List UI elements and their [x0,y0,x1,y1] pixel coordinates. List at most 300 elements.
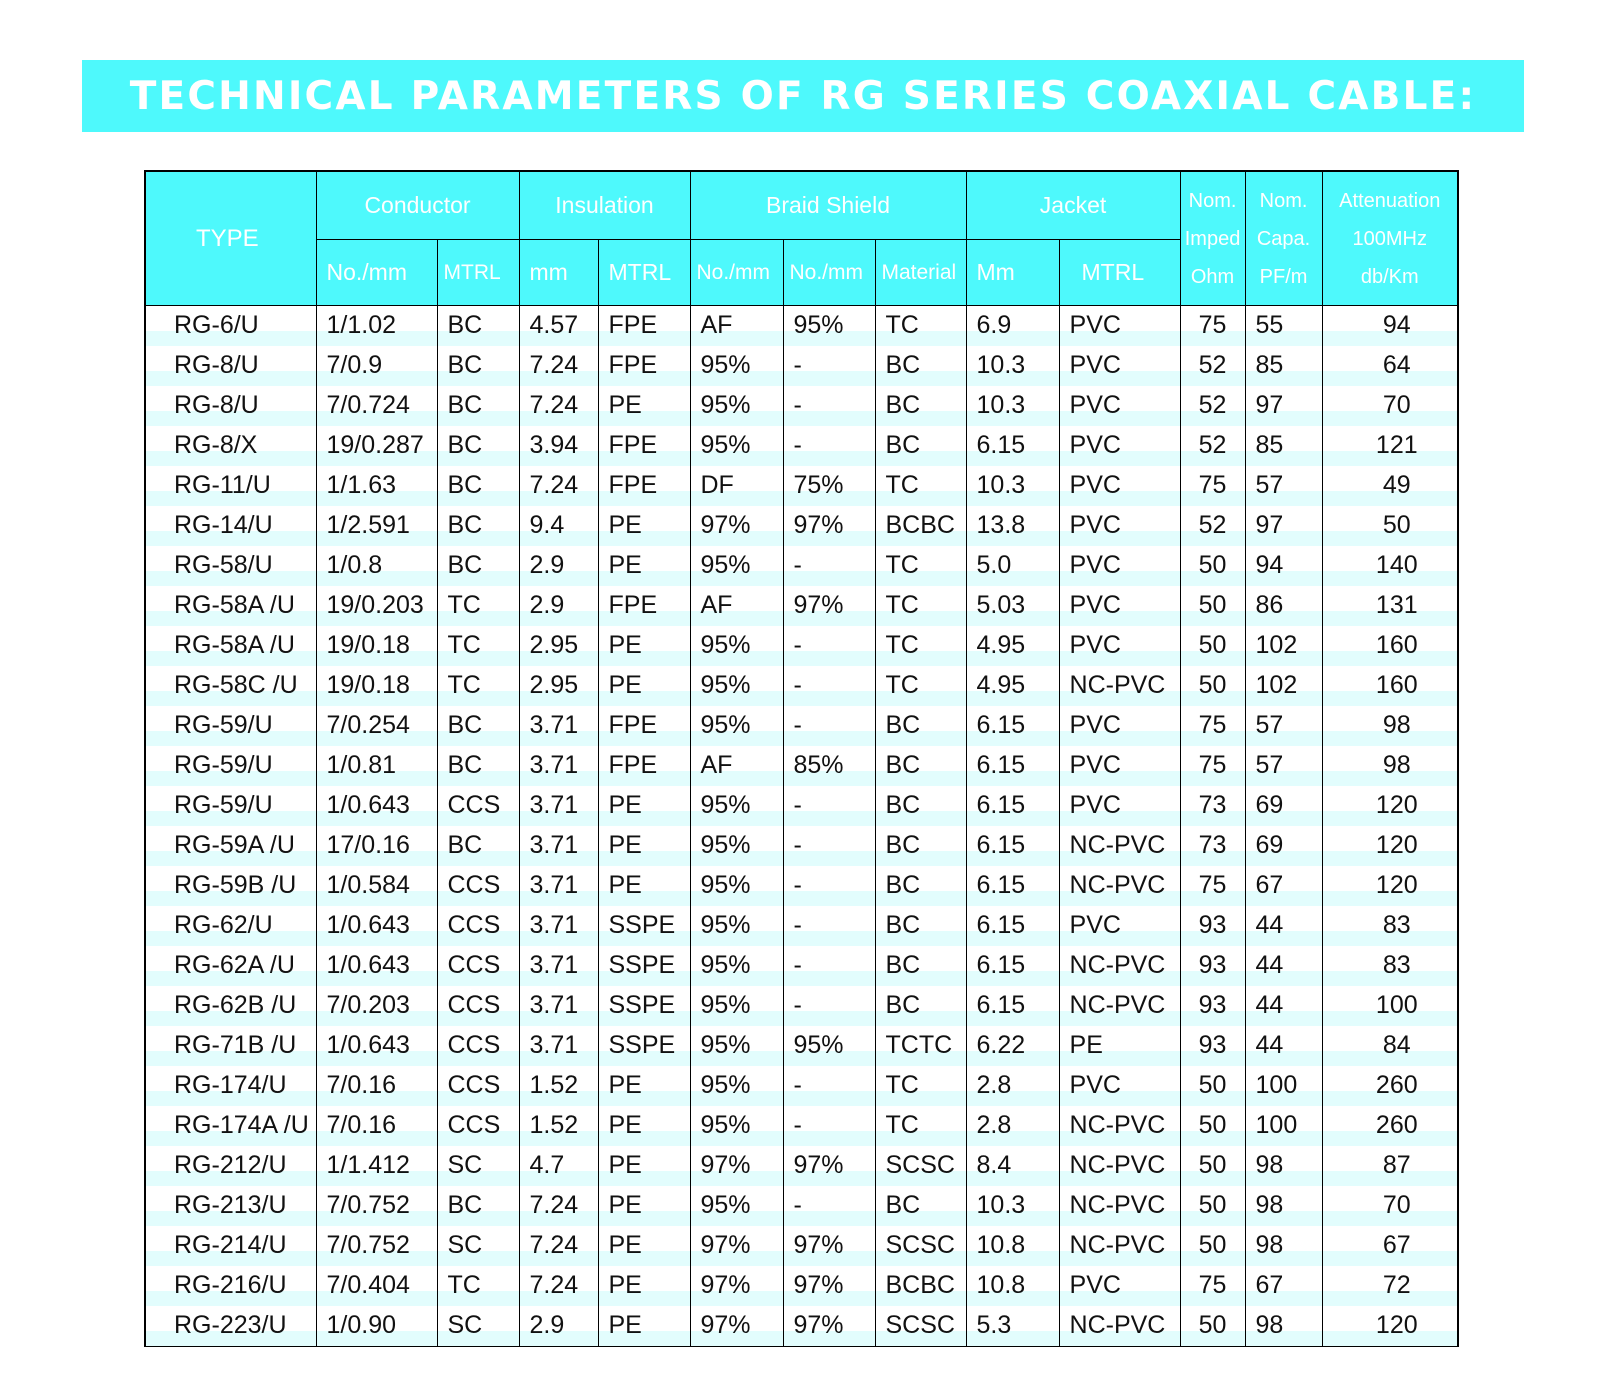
cell-type: RG-174A /U [146,1106,316,1146]
cell-conductor-mtrl: BC [437,826,519,866]
cell-nom-imped: 93 [1180,946,1245,986]
table-row [146,866,1457,906]
header-jacket: Jacket [966,172,1180,240]
cell-conductor-mtrl: TC [437,666,519,706]
cell-nom-capa: 57 [1245,746,1322,786]
cell-insulation-mm: 9.4 [519,506,598,546]
cell-conductor-mtrl: SC [437,1226,519,1266]
table-row [146,1306,1457,1346]
cell-conductor-mtrl: CCS [437,906,519,946]
cell-jacket-mtrl: PVC [1059,306,1180,346]
cell-insulation-mtrl: PE [598,546,690,586]
cell-braid-no-mm-2: 97% [783,506,875,546]
cell-braid-no-mm-2: 97% [783,1146,875,1186]
cell-braid-no-mm-1: 97% [690,1146,783,1186]
cell-braid-no-mm-2: - [783,1186,875,1226]
cell-type: RG-62B /U [146,986,316,1026]
parameters-table [146,172,1457,1346]
header-type: TYPE [146,172,316,306]
cell-braid-material: BC [875,1186,966,1226]
cell-braid-no-mm-2: - [783,346,875,386]
cell-conductor-mtrl: TC [437,586,519,626]
cell-insulation-mm: 2.9 [519,546,598,586]
cell-insulation-mm: 7.24 [519,466,598,506]
header-braid-material: Material [875,240,966,306]
cell-braid-no-mm-2: 97% [783,586,875,626]
table-row [146,906,1457,946]
cell-conductor-mtrl: CCS [437,786,519,826]
cell-nom-imped: 52 [1180,506,1245,546]
table-row [146,1066,1457,1106]
header-nom-capa-line1: Nom. [1259,189,1308,212]
cell-attenuation: 94 [1382,311,1411,340]
cell-conductor-no-mm: 1/0.584 [316,866,437,906]
cell-nom-capa: 100 [1245,1066,1322,1106]
cell-braid-no-mm-2: 97% [783,1266,875,1306]
cell-conductor-no-mm: 1/0.81 [316,746,437,786]
cell-nom-capa: 102 [1245,666,1322,706]
cell-type: RG-14/U [146,506,316,546]
cell-insulation-mtrl: PE [598,1186,690,1226]
header-conductor: Conductor [316,172,519,240]
cell-conductor-no-mm: 1/1.02 [316,306,437,346]
cell-jacket-mtrl: NC-PVC [1059,946,1180,986]
cell-braid-material: TC [875,1106,966,1146]
header-nom-imped [1180,172,1245,306]
cell-attenuation: 84 [1382,1031,1411,1059]
cell-nom-imped: 75 [1180,1266,1245,1306]
cell-braid-no-mm-2: - [783,826,875,866]
cell-braid-no-mm-2: 97% [783,1226,875,1266]
cell-insulation-mtrl: FPE [598,306,690,346]
cell-conductor-no-mm: 1/0.643 [316,906,437,946]
cell-conductor-no-mm: 1/0.643 [316,946,437,986]
cell-jacket-mm: 4.95 [966,626,1059,666]
cell-insulation-mm: 2.9 [519,1306,598,1346]
cell-attenuation: 83 [1382,911,1411,939]
header-nom-imped-line3: Ohm [1190,265,1235,288]
cell-insulation-mm: 3.71 [519,826,598,866]
cell-braid-no-mm-1: DF [690,466,783,506]
cell-nom-imped: 50 [1180,626,1245,666]
cell-conductor-mtrl: CCS [437,1106,519,1146]
cell-braid-material: BCBC [875,1266,966,1306]
cell-nom-capa: 85 [1245,346,1322,386]
header-insulation: Insulation [519,172,690,240]
cell-nom-capa: 94 [1245,546,1322,586]
parameters-table-frame [144,170,1459,1347]
cell-jacket-mm: 10.3 [966,466,1059,506]
cell-conductor-mtrl: BC [437,746,519,786]
cell-jacket-mtrl: NC-PVC [1059,1226,1180,1266]
cell-braid-no-mm-1: 95% [690,986,783,1026]
cell-insulation-mm: 7.24 [519,1186,598,1226]
cell-braid-material: TC [875,546,966,586]
cell-conductor-no-mm: 1/1.412 [316,1146,437,1186]
table-row [146,1106,1457,1146]
cell-braid-material: BC [875,906,966,946]
cell-jacket-mtrl: PVC [1059,506,1180,546]
cell-braid-no-mm-2: - [783,906,875,946]
cell-insulation-mtrl: PE [598,1226,690,1266]
cell-conductor-no-mm: 1/0.643 [316,786,437,826]
cell-insulation-mtrl: FPE [598,746,690,786]
cell-braid-material: BC [875,866,966,906]
cell-jacket-mtrl: PVC [1059,466,1180,506]
cell-braid-material: SCSC [875,1146,966,1186]
header-braid-no-mm-2: No./mm [783,240,875,306]
table-row [146,1186,1457,1226]
cell-type: RG-174/U [146,1066,316,1106]
cell-nom-capa: 69 [1245,826,1322,866]
cell-conductor-mtrl: TC [437,1266,519,1306]
cell-attenuation: 70 [1382,391,1411,419]
cell-insulation-mm: 3.71 [519,866,598,906]
cell-insulation-mm: 3.71 [519,706,598,746]
cell-attenuation: 140 [1375,551,1418,579]
cell-jacket-mtrl: PVC [1059,746,1180,786]
cell-insulation-mm: 3.71 [519,746,598,786]
cell-insulation-mtrl: PE [598,1266,690,1306]
cell-nom-imped: 52 [1180,426,1245,466]
header-nom-capa-line2: Capa. [1256,227,1311,250]
cell-attenuation: 50 [1382,511,1411,539]
cell-conductor-mtrl: BC [437,426,519,466]
cell-braid-no-mm-2: - [783,426,875,466]
cell-braid-no-mm-1: 95% [690,826,783,866]
cell-nom-imped: 93 [1180,986,1245,1026]
table-row [146,746,1457,786]
header-attenuation-line1: Attenuation [1339,189,1441,212]
cell-insulation-mtrl: PE [598,666,690,706]
cell-nom-imped: 75 [1180,466,1245,506]
cell-attenuation: 260 [1375,1071,1418,1099]
cell-braid-material: SCSC [875,1226,966,1266]
cell-insulation-mtrl: FPE [598,706,690,746]
cell-nom-capa: 44 [1245,1026,1322,1066]
cell-type: RG-71B /U [146,1026,316,1066]
cell-braid-no-mm-1: 95% [690,346,783,386]
cell-braid-no-mm-1: 95% [690,666,783,706]
cell-insulation-mm: 7.24 [519,1266,598,1306]
cell-nom-imped: 52 [1180,386,1245,426]
cell-braid-no-mm-2: 97% [783,1306,875,1346]
cell-insulation-mm: 7.24 [519,1226,598,1266]
cell-nom-capa: 44 [1245,986,1322,1026]
cell-type: RG-8/U [146,386,316,426]
cell-insulation-mm: 3.71 [519,1026,598,1066]
cell-braid-no-mm-1: 95% [690,906,783,946]
cell-insulation-mm: 7.24 [519,386,598,426]
cell-attenuation: 120 [1375,871,1418,899]
cell-braid-no-mm-1: 95% [690,946,783,986]
cell-jacket-mm: 6.22 [966,1026,1059,1066]
cell-braid-material: TC [875,626,966,666]
cell-insulation-mtrl: PE [598,1146,690,1186]
cell-conductor-no-mm: 1/2.591 [316,506,437,546]
cell-braid-material: BC [875,386,966,426]
cell-jacket-mm: 6.15 [966,786,1059,826]
cell-nom-imped: 50 [1180,1146,1245,1186]
cell-jacket-mtrl: PVC [1059,706,1180,746]
cell-insulation-mm: 2.95 [519,626,598,666]
cell-conductor-no-mm: 7/0.752 [316,1226,437,1266]
cell-braid-no-mm-2: - [783,786,875,826]
cell-type: RG-11/U [146,466,316,506]
cell-conductor-mtrl: CCS [437,866,519,906]
cell-insulation-mm: 7.24 [519,346,598,386]
cell-type: RG-6/U [146,306,316,346]
table-row [146,426,1457,466]
cell-conductor-no-mm: 7/0.254 [316,706,437,746]
cell-insulation-mtrl: SSPE [598,1026,690,1066]
cell-braid-no-mm-2: 75% [783,466,875,506]
cell-insulation-mtrl: PE [598,626,690,666]
cell-braid-material: BC [875,706,966,746]
cell-attenuation: 70 [1382,1191,1411,1219]
cell-insulation-mtrl: PE [598,1106,690,1146]
cell-nom-imped: 50 [1180,1226,1245,1266]
cell-braid-material: TC [875,1066,966,1106]
cell-insulation-mtrl: PE [598,1306,690,1346]
title-banner [82,60,1524,132]
cell-braid-no-mm-1: 95% [690,786,783,826]
cell-attenuation: 67 [1382,1231,1411,1259]
cell-braid-no-mm-2: - [783,666,875,706]
cell-braid-no-mm-2: 95% [783,306,875,346]
cell-nom-capa: 97 [1245,506,1322,546]
cell-attenuation: 131 [1375,591,1418,619]
cell-conductor-mtrl: BC [437,706,519,746]
cell-jacket-mtrl: NC-PVC [1059,666,1180,706]
header-nom-capa-line3: PF/m [1259,265,1308,288]
table-row [146,1026,1457,1066]
cell-jacket-mm: 5.3 [966,1306,1059,1346]
cell-jacket-mm: 6.15 [966,826,1059,866]
cell-braid-material: BCBC [875,506,966,546]
header-attenuation-line2: 100MHz [1352,227,1428,250]
cell-jacket-mm: 5.03 [966,586,1059,626]
cell-braid-material: TC [875,306,966,346]
cell-nom-capa: 67 [1245,1266,1322,1306]
cell-jacket-mm: 2.8 [966,1066,1059,1106]
cell-braid-no-mm-1: 97% [690,1266,783,1306]
cell-jacket-mtrl: PE [1059,1026,1180,1066]
cell-braid-no-mm-2: 85% [783,746,875,786]
cell-braid-no-mm-1: 97% [690,1226,783,1266]
cell-jacket-mm: 10.3 [966,346,1059,386]
cell-type: RG-58/U [146,546,316,586]
cell-conductor-no-mm: 7/0.9 [316,346,437,386]
cell-braid-no-mm-1: 97% [690,1306,783,1346]
cell-braid-no-mm-1: 95% [690,866,783,906]
cell-braid-no-mm-1: AF [690,746,783,786]
table-row [146,546,1457,586]
cell-insulation-mtrl: FPE [598,346,690,386]
cell-braid-no-mm-2: - [783,1066,875,1106]
cell-insulation-mtrl: PE [598,866,690,906]
cell-insulation-mtrl: FPE [598,426,690,466]
cell-braid-no-mm-2: - [783,546,875,586]
cell-conductor-mtrl: BC [437,386,519,426]
cell-type: RG-59/U [146,746,316,786]
cell-nom-capa: 69 [1245,786,1322,826]
cell-insulation-mm: 1.52 [519,1066,598,1106]
cell-jacket-mtrl: NC-PVC [1059,1186,1180,1226]
cell-jacket-mm: 6.15 [966,706,1059,746]
cell-braid-material: BC [875,346,966,386]
cell-nom-imped: 50 [1180,546,1245,586]
cell-insulation-mtrl: PE [598,1066,690,1106]
cell-conductor-no-mm: 7/0.752 [316,1186,437,1226]
cell-type: RG-62A /U [146,946,316,986]
cell-nom-imped: 50 [1180,586,1245,626]
cell-insulation-mtrl: PE [598,786,690,826]
cell-braid-material: BC [875,746,966,786]
cell-jacket-mtrl: PVC [1059,626,1180,666]
cell-nom-imped: 50 [1180,1306,1245,1346]
table-row [146,706,1457,746]
cell-attenuation: 160 [1375,671,1418,699]
cell-conductor-no-mm: 19/0.18 [316,666,437,706]
cell-nom-imped: 75 [1180,706,1245,746]
cell-conductor-no-mm: 1/0.90 [316,1306,437,1346]
cell-type: RG-62/U [146,906,316,946]
cell-jacket-mm: 6.15 [966,946,1059,986]
cell-insulation-mtrl: PE [598,386,690,426]
cell-conductor-no-mm: 7/0.16 [316,1106,437,1146]
cell-type: RG-8/X [146,426,316,466]
cell-conductor-mtrl: BC [437,466,519,506]
cell-braid-no-mm-1: 95% [690,706,783,746]
cell-jacket-mm: 2.8 [966,1106,1059,1146]
cell-nom-imped: 73 [1180,786,1245,826]
header-braid-no-mm-1: No./mm [690,240,783,306]
cell-attenuation: 98 [1382,751,1411,779]
cell-braid-no-mm-2: - [783,386,875,426]
cell-braid-no-mm-2: - [783,1106,875,1146]
cell-jacket-mtrl: NC-PVC [1059,866,1180,906]
cell-type: RG-59/U [146,706,316,746]
cell-nom-capa: 98 [1245,1146,1322,1186]
header-attenuation [1322,172,1457,306]
cell-braid-no-mm-1: 95% [690,1026,783,1066]
header-nom-capa [1245,172,1322,306]
cell-conductor-mtrl: BC [437,546,519,586]
cell-braid-no-mm-1: AF [690,586,783,626]
cell-jacket-mm: 5.0 [966,546,1059,586]
cell-insulation-mm: 1.52 [519,1106,598,1146]
cell-braid-no-mm-2: - [783,986,875,1026]
cell-braid-no-mm-1: 97% [690,506,783,546]
cell-braid-no-mm-2: 95% [783,1026,875,1066]
cell-braid-material: BC [875,826,966,866]
cell-jacket-mm: 10.8 [966,1266,1059,1306]
cell-nom-capa: 57 [1245,706,1322,746]
table-row [146,1146,1457,1186]
cell-braid-no-mm-1: 95% [690,1106,783,1146]
cell-type: RG-58A /U [146,626,316,666]
cell-conductor-mtrl: SC [437,1306,519,1346]
cell-nom-imped: 75 [1180,306,1245,346]
table-row [146,946,1457,986]
cell-conductor-mtrl: BC [437,346,519,386]
cell-jacket-mm: 6.9 [966,306,1059,346]
cell-nom-capa: 98 [1245,1226,1322,1266]
table-row [146,986,1457,1026]
cell-type: RG-223/U [146,1306,316,1346]
header-conductor-no-mm: No./mm [316,240,437,306]
cell-attenuation: 121 [1375,431,1418,459]
cell-nom-imped: 93 [1180,906,1245,946]
cell-jacket-mtrl: NC-PVC [1059,826,1180,866]
cell-jacket-mtrl: NC-PVC [1059,986,1180,1026]
cell-jacket-mm: 6.15 [966,906,1059,946]
cell-braid-material: TC [875,466,966,506]
cell-conductor-mtrl: CCS [437,946,519,986]
cell-insulation-mm: 3.71 [519,906,598,946]
cell-insulation-mm: 3.94 [519,426,598,466]
cell-attenuation: 100 [1375,991,1418,1019]
cell-type: RG-59A /U [146,826,316,866]
header-jacket-mtrl: MTRL [1059,240,1180,306]
cell-attenuation: 98 [1382,711,1411,739]
cell-braid-no-mm-1: 95% [690,386,783,426]
cell-conductor-mtrl: CCS [437,1026,519,1066]
table-row [146,786,1457,826]
cell-jacket-mtrl: PVC [1059,1066,1180,1106]
cell-braid-material: BC [875,986,966,1026]
cell-nom-imped: 50 [1180,1066,1245,1106]
cell-nom-imped: 50 [1180,1106,1245,1146]
cell-conductor-no-mm: 1/0.8 [316,546,437,586]
cell-conductor-mtrl: TC [437,626,519,666]
cell-jacket-mtrl: PVC [1059,546,1180,586]
table-row [146,346,1457,386]
cell-conductor-no-mm: 17/0.16 [316,826,437,866]
cell-conductor-no-mm: 7/0.16 [316,1066,437,1106]
cell-attenuation: 83 [1382,951,1411,979]
cell-nom-capa: 98 [1245,1186,1322,1226]
cell-jacket-mtrl: PVC [1059,426,1180,466]
cell-insulation-mm: 4.57 [519,306,598,346]
cell-braid-material: TCTC [875,1026,966,1066]
cell-nom-capa: 57 [1245,466,1322,506]
cell-conductor-no-mm: 1/1.63 [316,466,437,506]
cell-type: RG-216/U [146,1266,316,1306]
header-nom-imped-line1: Nom. [1188,189,1237,212]
cell-braid-material: TC [875,666,966,706]
cell-braid-no-mm-1: 95% [690,1186,783,1226]
cell-braid-material: BC [875,426,966,466]
cell-braid-no-mm-2: - [783,706,875,746]
header-conductor-mtrl: MTRL [437,240,519,306]
cell-jacket-mtrl: PVC [1059,586,1180,626]
cell-jacket-mm: 6.15 [966,986,1059,1026]
cell-attenuation: 72 [1382,1271,1411,1299]
cell-nom-capa: 44 [1245,906,1322,946]
cell-conductor-no-mm: 19/0.203 [316,586,437,626]
cell-nom-imped: 75 [1180,866,1245,906]
header-braid-shield: Braid Shield [690,172,966,240]
cell-attenuation: 260 [1375,1111,1418,1139]
cell-braid-no-mm-1: 95% [690,626,783,666]
cell-type: RG-212/U [146,1146,316,1186]
header-attenuation-line3: db/Km [1360,265,1419,288]
cell-insulation-mm: 2.95 [519,666,598,706]
cell-jacket-mtrl: NC-PVC [1059,1306,1180,1346]
cell-conductor-mtrl: CCS [437,986,519,1026]
